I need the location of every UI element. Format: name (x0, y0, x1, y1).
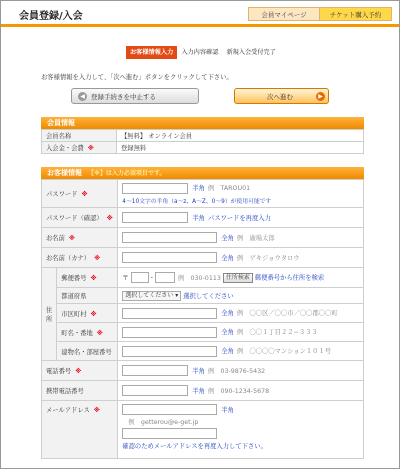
fee-label: 入会金・会費 (46, 145, 84, 152)
building-cell (118, 342, 364, 361)
progress-steps (126, 46, 280, 59)
required-mark: ※ (81, 191, 88, 198)
postal-dash: - (150, 274, 153, 282)
arrow-right-icon: ▶ (316, 92, 325, 101)
postal-input-2[interactable] (155, 272, 175, 283)
prefecture-hint: 選択してください (183, 292, 234, 300)
postal-hint: 郵便番号から住所を検索 (254, 274, 325, 282)
name-kana-type-tag: 全角 (221, 254, 234, 262)
password-type-tag: 半角 (192, 185, 205, 192)
table-row (42, 268, 364, 288)
name-label: お名前 (46, 235, 65, 242)
postal-cell (118, 268, 364, 288)
prefecture-select[interactable] (122, 291, 181, 301)
step-complete: 新規入会受付完了 (226, 49, 276, 56)
password-confirm-type-tag: 半角 (192, 214, 205, 222)
step-input: お客様情報入力 (126, 46, 177, 59)
password-cell (118, 180, 364, 208)
table-row (42, 323, 364, 342)
step-confirm: 入力内容確認 (181, 49, 219, 56)
name-kana-label: お名前（カナ） (46, 255, 91, 262)
password-confirm-cell (118, 208, 364, 228)
cancel-button-label: 登録手続きを中止する (91, 92, 156, 101)
required-mark: ※ (75, 368, 82, 375)
prefecture-cell (118, 288, 364, 304)
member-section-title: 会員情報 (47, 119, 75, 127)
nav-ticket-link[interactable]: チケット購入予約 (320, 7, 392, 21)
header-nav (248, 7, 392, 21)
row-label (57, 323, 118, 342)
next-button-label: 次へ進む (267, 92, 293, 101)
member-name-value: 【無料】 オンライン会員 (117, 130, 364, 142)
table-row (42, 228, 364, 248)
city-cell (118, 304, 364, 323)
email-cell (118, 401, 364, 459)
name-input[interactable] (122, 232, 217, 243)
prefecture-label: 都道府県 (61, 293, 87, 300)
building-example: 例 〇〇〇〇マンション１０１号 (236, 348, 332, 355)
postal-label: 郵便番号 (61, 275, 87, 282)
name-kana-input[interactable] (122, 252, 217, 263)
fee-value: 登録無料 (117, 142, 364, 154)
member-name-label: 会員名称 (46, 133, 72, 140)
email-confirm-input[interactable] (122, 428, 217, 439)
password-confirm-input[interactable] (122, 212, 188, 223)
city-label: 市区町村 (61, 310, 87, 318)
email-label: メールアドレス (46, 407, 90, 414)
required-mark: ※ (94, 255, 101, 262)
name-example: 例 廣場太郎 (236, 234, 275, 242)
table-row (42, 401, 364, 459)
street-cell (118, 323, 364, 342)
mobile-cell (118, 381, 364, 401)
row-label (42, 361, 118, 381)
password-confirm-label: パスワード（確認） (46, 215, 103, 222)
mobile-input[interactable] (122, 385, 188, 396)
required-mark: ※ (96, 329, 103, 337)
email-input[interactable] (122, 404, 217, 415)
mobile-example: 例 090-1234-5678 (207, 387, 270, 395)
table-row (42, 248, 364, 268)
prefecture-select-value: 選択してください (125, 291, 174, 299)
row-label (42, 180, 118, 208)
row-label (57, 288, 118, 304)
table-row (42, 342, 364, 361)
address-side-label: 住所 (42, 268, 57, 361)
customer-section-title: お客様情報 (47, 169, 82, 177)
required-mark: ※ (90, 310, 97, 318)
building-type-tag: 全角 (221, 348, 234, 355)
phone-input[interactable] (122, 365, 188, 376)
arrow-left-icon: ◀ (78, 92, 87, 101)
street-type-tag: 全角 (221, 329, 234, 336)
password-confirm-hint: パスワードを再度入力 (207, 214, 271, 222)
name-cell (118, 228, 364, 248)
row-label (42, 208, 118, 228)
row-label (42, 401, 118, 459)
next-button[interactable] (234, 88, 329, 104)
password-label: パスワード (46, 191, 78, 198)
building-input[interactable] (122, 346, 217, 357)
page-title: 会員登録/入会 (19, 11, 83, 22)
required-mark: ※ (106, 215, 113, 222)
member-section-header (41, 117, 364, 129)
row-label (42, 142, 117, 154)
table-row (42, 381, 364, 401)
row-label (57, 342, 118, 361)
phone-cell (118, 361, 364, 381)
table-row (42, 142, 364, 154)
table-row (42, 208, 364, 228)
email-example: 例 getterou@e-get.jp (128, 419, 199, 426)
postal-mark: 〒 (122, 274, 129, 282)
row-label (42, 130, 117, 142)
postal-example: 例 030-0113 (177, 274, 221, 282)
postal-input-1[interactable] (131, 272, 149, 283)
required-mark: ※ (68, 235, 76, 242)
table-row (42, 180, 364, 208)
mobile-type-tag: 半角 (192, 387, 205, 395)
required-note: 【※】は入力必須項目です。 (88, 170, 166, 177)
password-example: 例 TAROU01 (207, 185, 251, 192)
name-kana-example: 例 ゲキジョウタロウ (236, 254, 300, 262)
required-mark: ※ (93, 407, 100, 414)
customer-section-header (41, 167, 364, 179)
phone-label: 電話番号 (46, 368, 72, 375)
table-row (42, 361, 364, 381)
password-hint: 4〜10文字の半角（a〜z、A〜Z、0〜9）が使用可能です (122, 198, 272, 205)
city-input[interactable] (122, 308, 217, 319)
email-type-tag: 半角 (221, 406, 234, 414)
phone-type-tag: 半角 (192, 367, 205, 375)
street-example: 例 〇〇１丁目２２−３３３ (236, 329, 318, 336)
instruction-text: お客様情報を入力して、「次へ進む」ボタンをクリックして下さい。 (41, 74, 233, 81)
row-label (42, 381, 118, 401)
name-kana-cell (118, 248, 364, 268)
row-label (42, 228, 118, 248)
name-type-tag: 全角 (221, 234, 234, 242)
mobile-label: 携帯電話番号 (46, 388, 84, 395)
row-label (57, 268, 118, 288)
customer-info-table (41, 179, 364, 459)
chevron-down-icon: ▾ (175, 291, 179, 299)
password-input[interactable] (122, 183, 188, 194)
street-input[interactable] (122, 327, 217, 338)
table-row (42, 130, 364, 142)
city-type-tag: 全角 (221, 310, 234, 317)
nav-mypage-link[interactable]: 会員マイページ (248, 7, 320, 21)
city-example: 例 〇〇区／〇〇市／〇〇郡〇〇町 (236, 310, 338, 317)
member-info-table (41, 129, 364, 154)
phone-example: 例 03-9876-5432 (207, 367, 266, 375)
table-row (42, 304, 364, 323)
address-search-button[interactable]: 住所検索 (223, 273, 253, 283)
email-confirm-hint: 確認のためメールアドレスを再度入力して下さい。 (122, 443, 267, 450)
row-label (42, 248, 118, 268)
street-label: 町名・番地 (61, 329, 93, 337)
required-mark: ※ (87, 145, 94, 152)
page-header (1, 1, 399, 27)
table-row (42, 288, 364, 304)
required-mark: ※ (90, 275, 97, 282)
row-label (57, 304, 118, 323)
building-label: 建物名・部屋番号 (61, 348, 112, 356)
cancel-button[interactable] (71, 88, 199, 104)
